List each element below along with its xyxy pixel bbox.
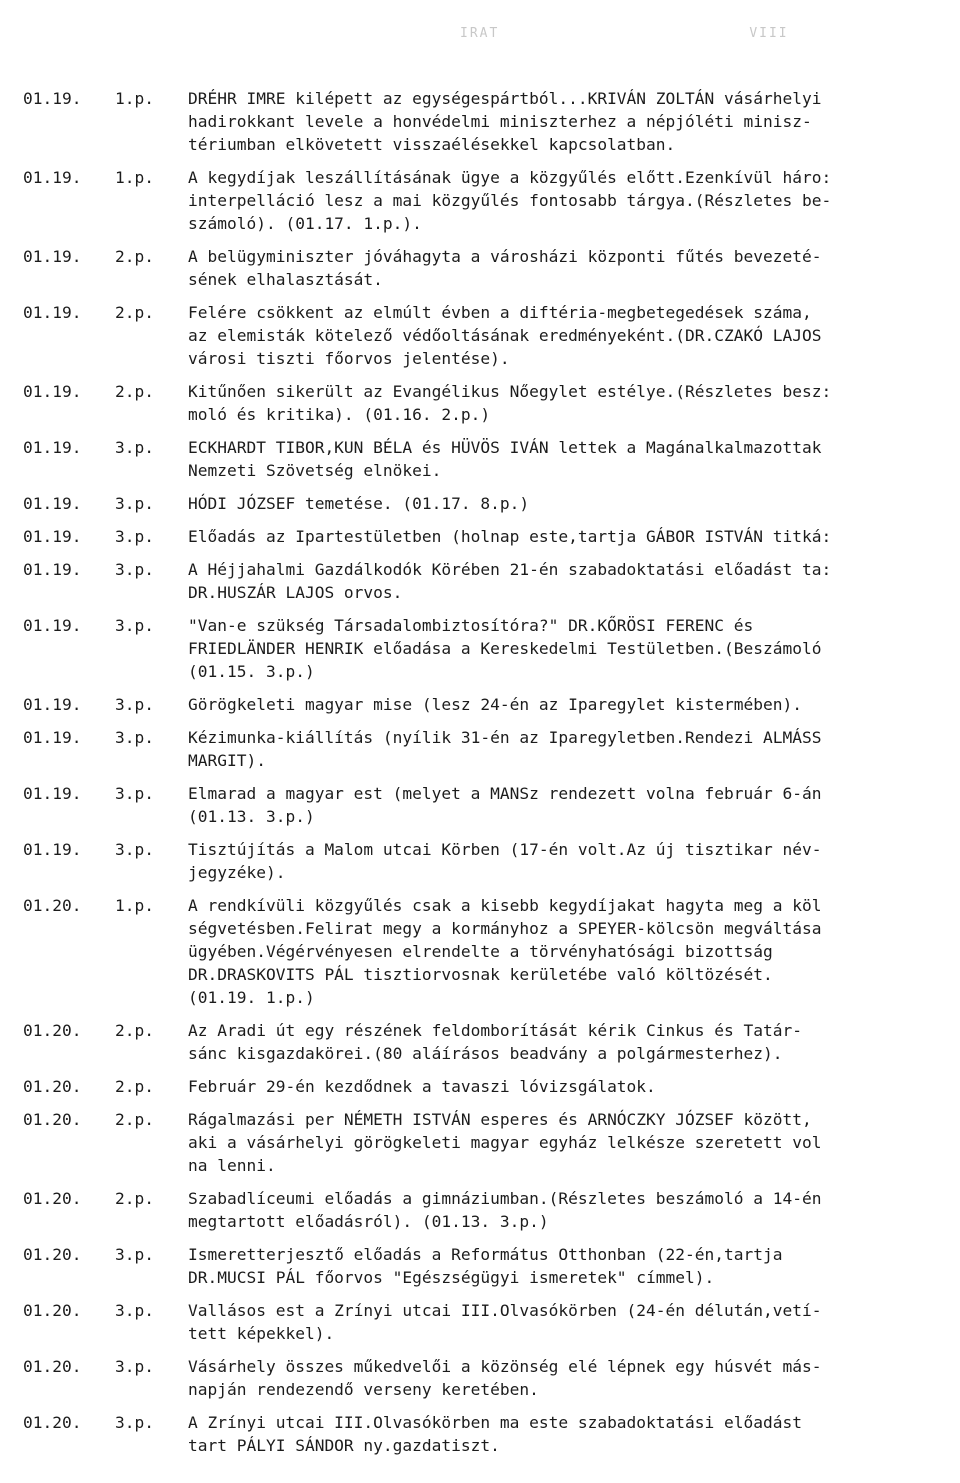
- entry-text: Kitűnően sikerült az Evangélikus Nőegylet estélye.(Részletes besz: moló és kritika). (01.16. 2.p.): [188, 382, 832, 424]
- entry-page: 3.p.: [115, 527, 154, 546]
- header-right: VIII: [749, 26, 789, 41]
- entry: [23, 166, 960, 235]
- entry-text: Ismeretterjesztő előadás a Református Otthonban (22-én,tartja DR.MUCSI PÁL főorvos "Egészségügyi ismeretek" címmel).: [188, 1245, 783, 1287]
- entry: [23, 525, 960, 548]
- entry: [23, 301, 960, 370]
- entry-text: HÓDI JÓZSEF temetése. (01.17. 8.p.): [188, 494, 530, 513]
- entry-text: A Zrínyi utcai III.Olvasókörben ma este szabadoktatási előadást tart PÁLYI SÁNDOR ny.gazdatiszt.: [188, 1413, 802, 1455]
- entry-date: 01.20.: [23, 1077, 82, 1096]
- entry: [23, 380, 960, 426]
- entry: [23, 245, 960, 291]
- entry: [23, 558, 960, 604]
- entry-date: 01.19.: [23, 89, 82, 108]
- entry-text: DRÉHR IMRE kilépett az egységespártból...KRIVÁN ZOLTÁN vásárhelyi hadirokkant levele a honvédelmi miniszterhez a népjóléti minisz- tériumban elkövetett visszaélésekkel kapcsolatban.: [188, 89, 822, 154]
- entry: [23, 726, 960, 772]
- entry-date: 01.19.: [23, 728, 82, 747]
- entry-page: 1.p.: [115, 168, 154, 187]
- entry-date: 01.20.: [23, 1413, 82, 1432]
- entry-page: 2.p.: [115, 303, 154, 322]
- entry: [23, 1411, 960, 1457]
- entry-page: 2.p.: [115, 1110, 154, 1129]
- entry-page: 2.p.: [115, 382, 154, 401]
- entry-text: ECKHARDT TIBOR,KUN BÉLA és HÜVÖS IVÁN lettek a Magánalkalmazottak Nemzeti Szövetség elnökei.: [188, 438, 822, 480]
- entry-date: 01.20.: [23, 1245, 82, 1264]
- entry-page: 3.p.: [115, 616, 154, 635]
- entry-date: 01.19.: [23, 840, 82, 859]
- entry-page: 3.p.: [115, 1413, 154, 1432]
- entry: [23, 614, 960, 683]
- entry: [23, 492, 960, 515]
- entry-text: Vásárhely összes műkedvelői a közönség elé lépnek egy húsvét más- napján rendezendő verseny keretében.: [188, 1357, 822, 1399]
- entry-date: 01.19.: [23, 616, 82, 635]
- entry: [23, 693, 960, 716]
- entry-page: 3.p.: [115, 560, 154, 579]
- entry-date: 01.19.: [23, 494, 82, 513]
- entry: [23, 1187, 960, 1233]
- entry-date: 01.20.: [23, 1021, 82, 1040]
- entry: [23, 1108, 960, 1177]
- entry-text: Felére csökkent az elmúlt évben a diftéria-megbetegedések száma, az elemisták kötelező védőoltásának eredményeként.(DR.CZAKÓ LAJOS városi tiszti főorvos jelentése).: [188, 303, 822, 368]
- entry-page: 3.p.: [115, 438, 154, 457]
- entry-date: 01.19.: [23, 168, 82, 187]
- entry-date: 01.19.: [23, 784, 82, 803]
- entry-text: "Van-e szükség Társadalombiztosítóra?" DR.KŐRÖSI FERENC és FRIEDLÄNDER HENRIK előadása a Kereskedelmi Testületben.(Beszámoló (01.15. 3.p.): [188, 616, 822, 681]
- entry-date: 01.19.: [23, 527, 82, 546]
- entry-date: 01.20.: [23, 1301, 82, 1320]
- entry-text: Az Aradi út egy részének feldomborítását kérik Cinkus és Tatár- sánc kisgazdakörei.(80 aláírásos beadvány a polgármesterhez).: [188, 1021, 802, 1063]
- entry-text: Előadás az Ipartestületben (holnap este,tartja GÁBOR ISTVÁN titká:: [188, 527, 832, 546]
- entry-page: 3.p.: [115, 728, 154, 747]
- entry-page: 2.p.: [115, 1077, 154, 1096]
- entry-page: 3.p.: [115, 784, 154, 803]
- entry-date: 01.20.: [23, 896, 82, 915]
- entry-date: 01.20.: [23, 1189, 82, 1208]
- entry-page: 3.p.: [115, 1245, 154, 1264]
- entry-text: A kegydíjak leszállításának ügye a közgyűlés előtt.Ezenkívül háro: interpelláció lesz a mai közgyűlés fontosabb tárgya.(Részletes be- számoló). (01.17. 1.p.).: [188, 168, 832, 233]
- entry: [23, 894, 960, 1009]
- entry-date: 01.19.: [23, 382, 82, 401]
- entry-text: A belügyminiszter jóváhagyta a városházi központi fűtés bevezeté- sének elhalasztását.: [188, 247, 822, 289]
- entry-page: 2.p.: [115, 1189, 154, 1208]
- entry: [23, 1019, 960, 1065]
- entry: [23, 436, 960, 482]
- entry-text: Kézimunka-kiállítás (nyílik 31-én az Iparegyletben.Rendezi ALMÁSS MARGIT).: [188, 728, 822, 770]
- header-left: IRAT: [460, 26, 500, 41]
- entry-page: 3.p.: [115, 1301, 154, 1320]
- entry-text: Február 29-én kezdődnek a tavaszi lóvizsgálatok.: [188, 1077, 656, 1096]
- entry: [23, 1243, 960, 1289]
- entry-page: 2.p.: [115, 247, 154, 266]
- entry: [23, 1075, 960, 1098]
- entry-date: 01.19.: [23, 560, 82, 579]
- entry-date: 01.20.: [23, 1110, 82, 1129]
- entry-page: 3.p.: [115, 1357, 154, 1376]
- entry-text: Rágalmazási per NÉMETH ISTVÁN esperes és ARNÓCZKY JÓZSEF között, aki a vásárhelyi görögkeleti magyar egyház lelkésze szeretett vol na lenni.: [188, 1110, 822, 1175]
- entry-text: A Héjjahalmi Gazdálkodók Körében 21-én szabadoktatási előadást ta: DR.HUSZÁR LAJOS orvos.: [188, 560, 832, 602]
- entry-date: 01.19.: [23, 695, 82, 714]
- page-header: [460, 22, 960, 45]
- entry: [23, 1299, 960, 1345]
- entry-page: 1.p.: [115, 896, 154, 915]
- entry-date: 01.19.: [23, 247, 82, 266]
- entry-page: 3.p.: [115, 494, 154, 513]
- entry: [23, 87, 960, 156]
- entry-list: [23, 87, 960, 1467]
- entry-text: A rendkívüli közgyűlés csak a kisebb kegydíjakat hagyta meg a köl ségvetésben.Felirat megy a kormányhoz a SPEYER-kölcsön megváltása ügyében.Végérvényesen elrendelte a törvényhatósági bizottság DR.DRASKOVITS PÁL tisztiorvosnak kerületébe való költözését. (01.19. 1.p.): [188, 896, 822, 1007]
- entry-date: 01.19.: [23, 438, 82, 457]
- entry-date: 01.19.: [23, 303, 82, 322]
- entry: [23, 1355, 960, 1401]
- entry-text: Szabadlíceumi előadás a gimnáziumban.(Részletes beszámoló a 14-én megtartott előadásról). (01.13. 3.p.): [188, 1189, 822, 1231]
- entry-date: 01.20.: [23, 1357, 82, 1376]
- entry-page: 2.p.: [115, 1021, 154, 1040]
- entry: [23, 782, 960, 828]
- entry-text: Görögkeleti magyar mise (lesz 24-én az Iparegylet kistermében).: [188, 695, 802, 714]
- entry: [23, 838, 960, 884]
- entry-text: Elmarad a magyar est (melyet a MANSz rendezett volna február 6-án (01.13. 3.p.): [188, 784, 822, 826]
- entry-page: 3.p.: [115, 695, 154, 714]
- entry-text: Vallásos est a Zrínyi utcai III.Olvasókörben (24-én délután,vetí- tett képekkel).: [188, 1301, 822, 1343]
- entry-text: Tisztújítás a Malom utcai Körben (17-én volt.Az új tisztikar név- jegyzéke).: [188, 840, 822, 882]
- entry-page: 3.p.: [115, 840, 154, 859]
- entry-page: 1.p.: [115, 89, 154, 108]
